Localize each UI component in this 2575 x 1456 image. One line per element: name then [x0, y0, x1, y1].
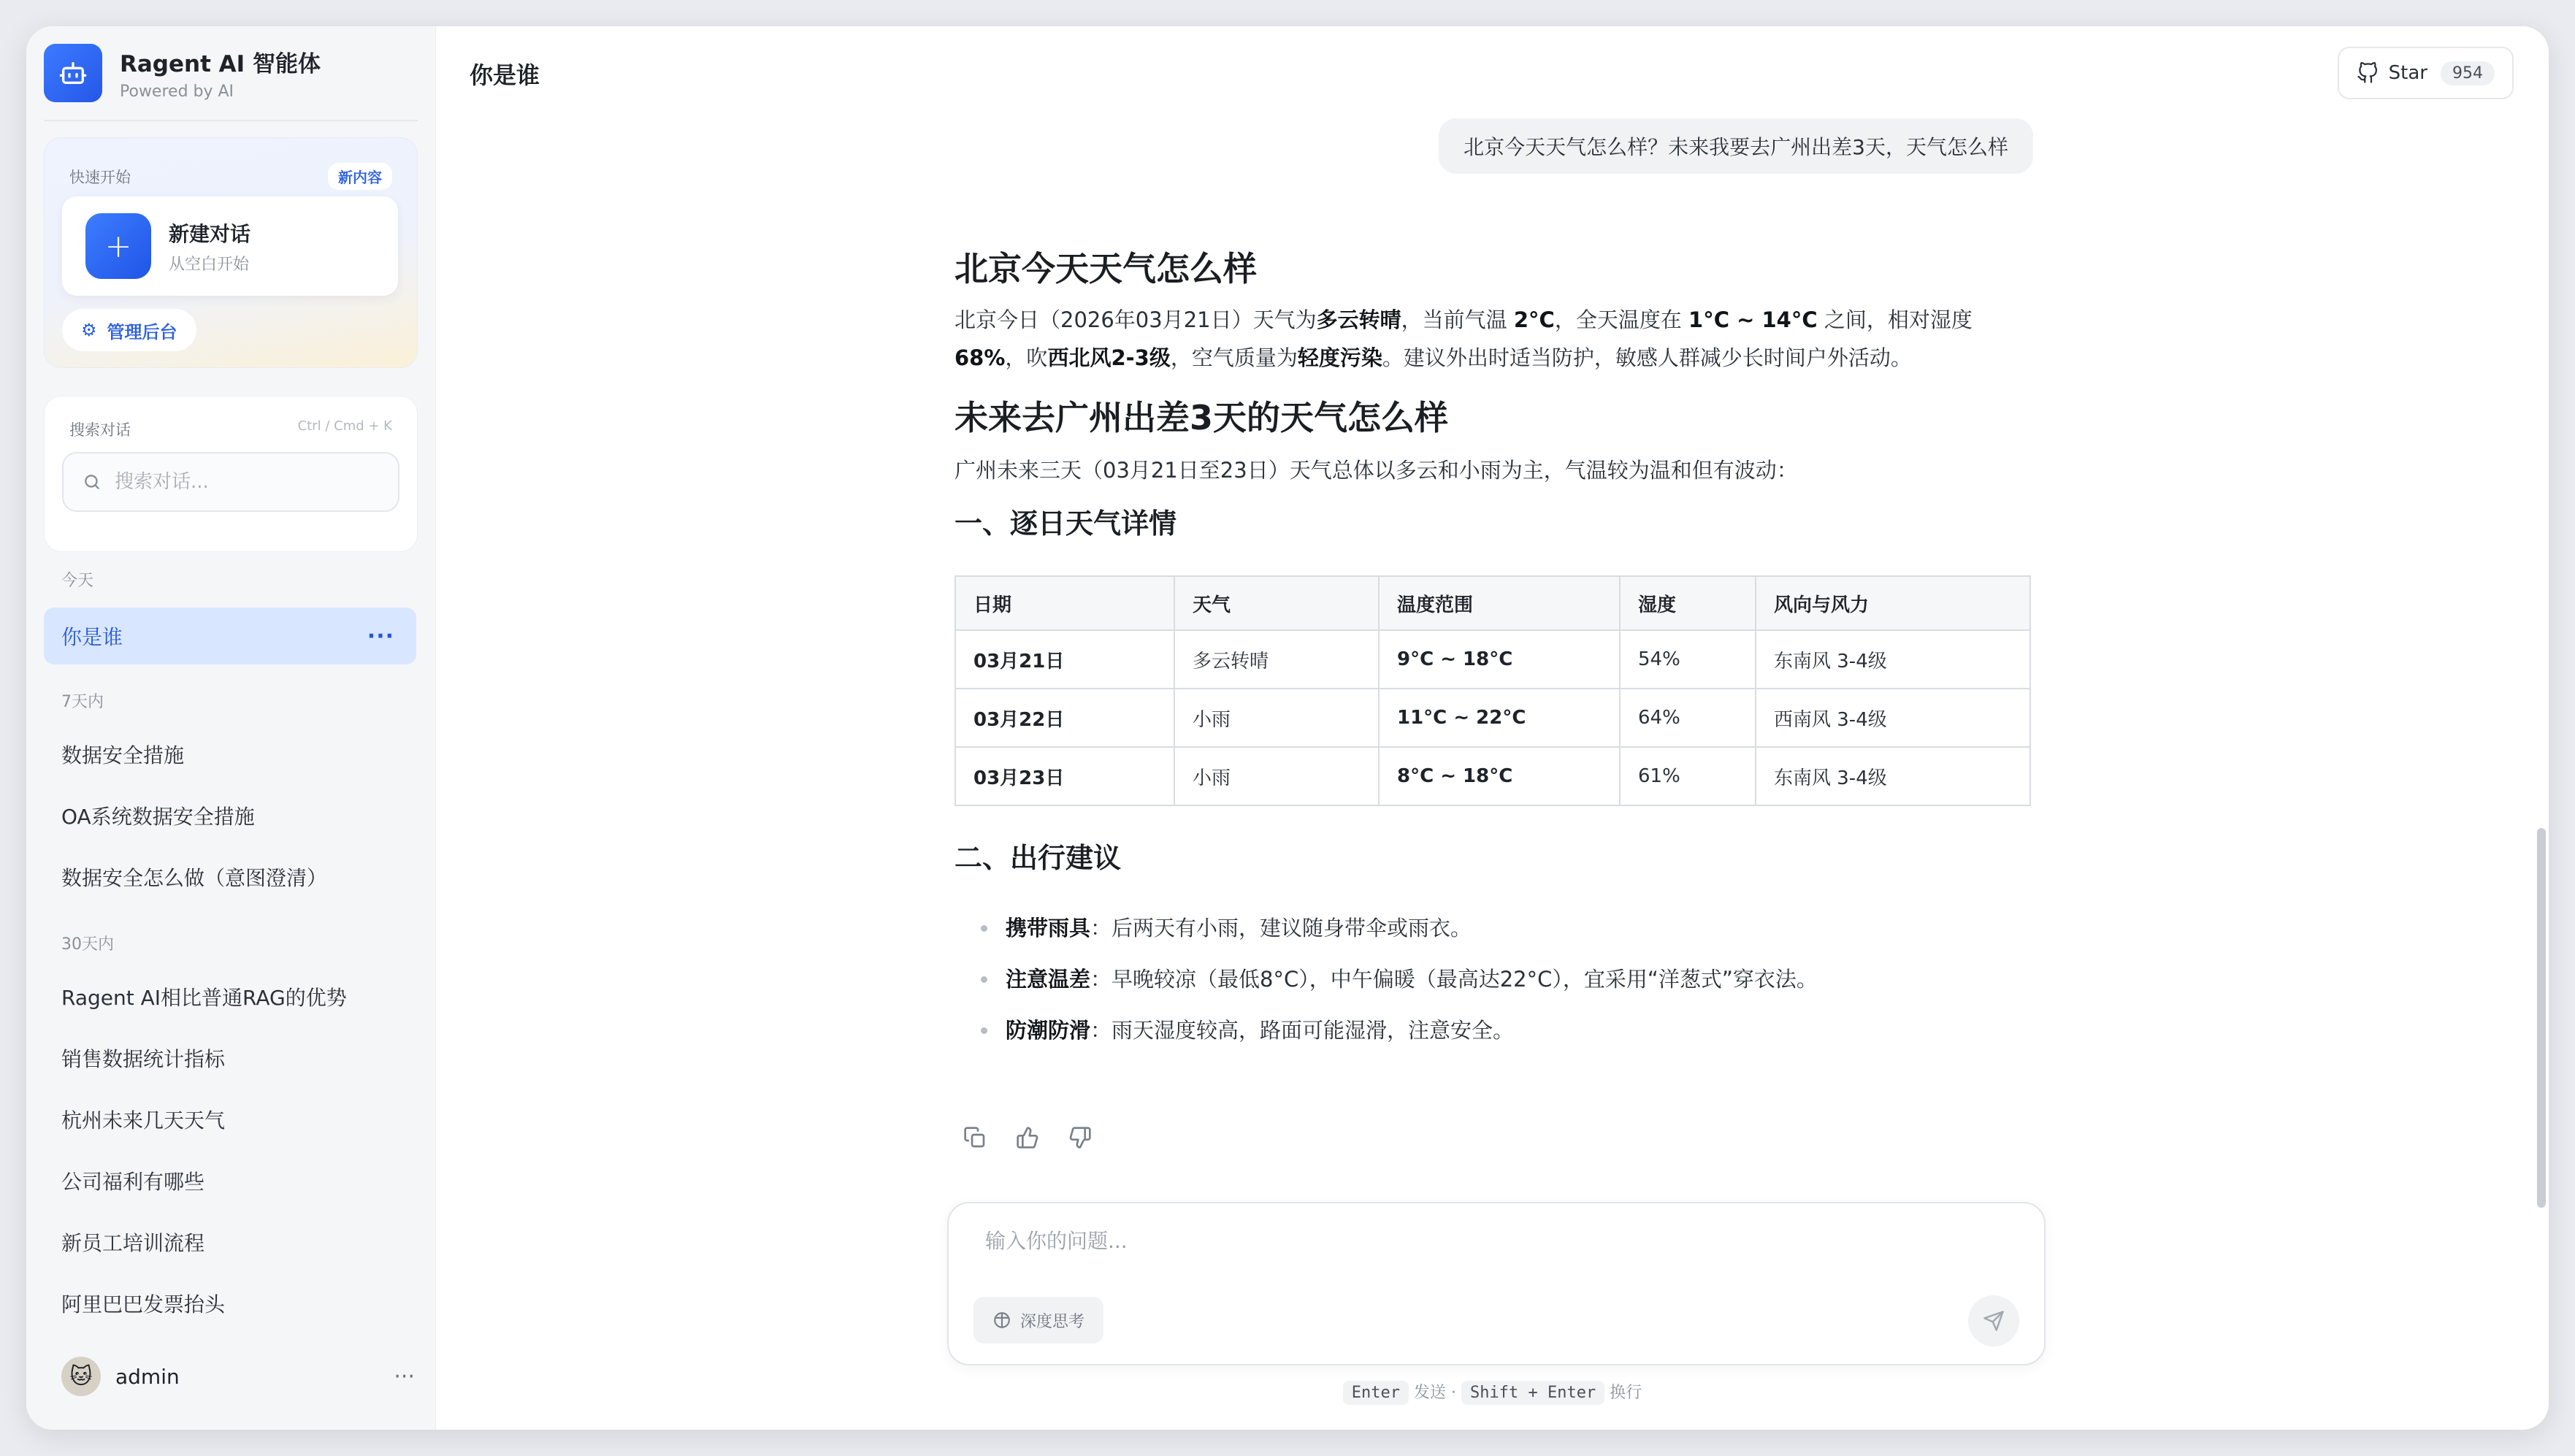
- section-heading: 一、逐日天气详情: [954, 507, 1177, 540]
- table-cell: 61%: [1620, 747, 1756, 805]
- table-cell: 03月21日: [955, 630, 1174, 689]
- avatar: 🐱: [61, 1357, 101, 1396]
- column-header: 日期: [955, 576, 1174, 630]
- search-input[interactable]: [113, 470, 394, 494]
- conversation-item[interactable]: [44, 1152, 416, 1209]
- more-options-icon[interactable]: ···: [367, 623, 394, 649]
- github-star-button[interactable]: [2338, 47, 2514, 99]
- shift-enter-key: Shift + Enter: [1461, 1381, 1604, 1405]
- table-cell: 小雨: [1174, 689, 1379, 747]
- table-cell: 多云转晴: [1174, 630, 1379, 689]
- section-heading: 二、出行建议: [954, 842, 1122, 874]
- search-shortcut-hint: Ctrl / Cmd + K: [297, 418, 392, 434]
- enter-key: Enter: [1343, 1381, 1409, 1405]
- conversation-title: 阿里巴巴发票抬头: [61, 1292, 226, 1317]
- conversation-item-active[interactable]: [44, 608, 416, 664]
- search-icon: [83, 472, 102, 491]
- assistant-answer: [954, 245, 2031, 1056]
- divider: [44, 120, 418, 121]
- github-icon: [2357, 62, 2379, 84]
- admin-console-label: 管理后台: [107, 321, 177, 342]
- weather-table: [954, 575, 2031, 806]
- conversation-title: 新员工培训流程: [61, 1231, 205, 1255]
- conversation-item[interactable]: [44, 1091, 416, 1148]
- send-button[interactable]: [1968, 1295, 2019, 1346]
- table-cell: 8°C ~ 18°C: [1379, 747, 1620, 805]
- column-header: 温度范围: [1379, 576, 1620, 630]
- scrollbar[interactable]: [2537, 828, 2546, 1208]
- conversation-title: 数据安全措施: [61, 743, 185, 767]
- conversation-title: 杭州未来几天天气: [61, 1108, 226, 1133]
- tips-list: [954, 903, 2031, 1056]
- deep-think-toggle[interactable]: [973, 1297, 1103, 1344]
- conversation-item[interactable]: [44, 726, 416, 783]
- table-cell: 11°C ~ 22°C: [1379, 689, 1620, 747]
- gear-icon: ⚙: [81, 320, 97, 340]
- search-label: 搜索对话: [69, 421, 131, 439]
- app-window: [26, 26, 2549, 1430]
- star-label: Star: [2388, 62, 2427, 84]
- plus-icon: +: [85, 213, 151, 279]
- quick-start-label: 快速开始: [69, 168, 131, 186]
- table-cell: 64%: [1620, 689, 1756, 747]
- send-icon: [1983, 1310, 2005, 1332]
- conversation-title: 你是谁: [61, 625, 123, 649]
- thumbs-up-icon[interactable]: [1011, 1122, 1044, 1154]
- user-profile-bar[interactable]: [61, 1357, 415, 1396]
- table-row: [955, 689, 2030, 747]
- list-item: 携带雨具：后两天有小雨，建议随身带伞或雨衣。: [1006, 903, 2031, 954]
- conversation-title: 公司福利有哪些: [61, 1170, 205, 1194]
- conversation-title: 数据安全怎么做（意图澄清）: [61, 866, 328, 890]
- atom-icon: [992, 1311, 1011, 1330]
- table-cell: 小雨: [1174, 747, 1379, 805]
- chat-main: [436, 26, 2549, 1430]
- answer-paragraph: 广州未来三天（03月21日至23日）天气总体以多云和小雨为主，气温较为温和但有波动：: [954, 458, 1798, 483]
- hint-send: 发送: [1414, 1384, 1447, 1402]
- message-composer: [947, 1202, 2046, 1365]
- keyboard-hint: [436, 1380, 2549, 1403]
- table-cell: 西南风 3-4级: [1756, 689, 2030, 747]
- search-card: [44, 396, 418, 552]
- deep-think-label: 深度思考: [1020, 1312, 1085, 1331]
- column-header: 天气: [1174, 576, 1379, 630]
- table-cell: 03月22日: [955, 689, 1174, 747]
- user-message-bubble: 北京今天天气怎么样？未来我要去广州出差3天，天气怎么样: [1439, 118, 2033, 174]
- new-chat-title: 新建对话: [169, 221, 251, 246]
- new-chat-subtitle: 从空白开始: [169, 255, 250, 274]
- message-actions: [959, 1122, 1117, 1154]
- conversation-item[interactable]: [44, 787, 416, 844]
- answer-paragraph: 北京今日（2026年03月21日）天气为多云转晴，当前气温 2°C，全天温度在 1°C ~ 14°C 之间，相对湿度 68%，吹西北风2-3级，空气质量为轻度污染。建议外出时适当防护，敏感人群减少长时间户外活动。: [954, 307, 1973, 370]
- robot-icon: [44, 44, 102, 102]
- brand[interactable]: [44, 44, 321, 102]
- table-cell: 东南风 3-4级: [1756, 747, 2030, 805]
- group-label-today: 今天: [61, 572, 94, 590]
- message-input[interactable]: [984, 1228, 1936, 1254]
- table-row: [955, 747, 2030, 805]
- answer-heading: 北京今天天气怎么样: [954, 249, 1257, 288]
- copy-icon[interactable]: [959, 1122, 991, 1154]
- conversation-title: OA系统数据安全措施: [61, 805, 255, 829]
- admin-console-button[interactable]: [62, 309, 196, 351]
- thumbs-down-icon[interactable]: [1064, 1122, 1096, 1154]
- conversation-title: Ragent AI相比普通RAG的优势: [61, 986, 347, 1010]
- table-cell: 9°C ~ 18°C: [1379, 630, 1620, 689]
- group-label-7days: 7天内: [61, 693, 104, 711]
- group-label-30days: 30天内: [61, 935, 114, 954]
- app-title: Ragent AI 智能体: [120, 51, 321, 77]
- app-subtitle: Powered by AI: [120, 83, 234, 101]
- more-options-icon[interactable]: ···: [394, 1363, 415, 1390]
- conversation-title-header: 你是谁: [470, 61, 540, 89]
- table-cell: 03月23日: [955, 747, 1174, 805]
- list-item: 防潮防滑：雨天湿度较高，路面可能湿滑，注意安全。: [1006, 1005, 2031, 1056]
- table-row: [955, 630, 2030, 689]
- conversation-item[interactable]: [44, 968, 416, 1025]
- user-name: admin: [115, 1364, 180, 1389]
- star-count-badge: 954: [2441, 61, 2495, 85]
- table-cell: 54%: [1620, 630, 1756, 689]
- answer-heading: 未来去广州出差3天的天气怎么样: [954, 398, 1449, 437]
- quick-start-card: [44, 137, 418, 368]
- column-header: 湿度: [1620, 576, 1756, 630]
- conversation-item[interactable]: [44, 848, 416, 905]
- conversation-item[interactable]: [44, 1214, 416, 1271]
- column-header: 风向与风力: [1756, 576, 2030, 630]
- list-item: 注意温差：早晚较凉（最低8°C），中午偏暖（最高达22°C），宜采用“洋葱式”穿衣法。: [1006, 954, 2031, 1005]
- conversation-item[interactable]: [44, 1275, 416, 1332]
- conversation-title: 销售数据统计指标: [61, 1047, 226, 1071]
- new-content-badge: 新内容: [328, 163, 392, 190]
- hint-newline: 换行: [1610, 1384, 1642, 1402]
- sidebar: [26, 26, 436, 1430]
- new-chat-button[interactable]: [62, 196, 398, 296]
- search-box[interactable]: [62, 452, 399, 512]
- table-cell: 东南风 3-4级: [1756, 630, 2030, 689]
- table-header-row: [955, 576, 2030, 630]
- conversation-item[interactable]: [44, 1030, 416, 1087]
- hint-separator: ·: [1451, 1384, 1457, 1402]
